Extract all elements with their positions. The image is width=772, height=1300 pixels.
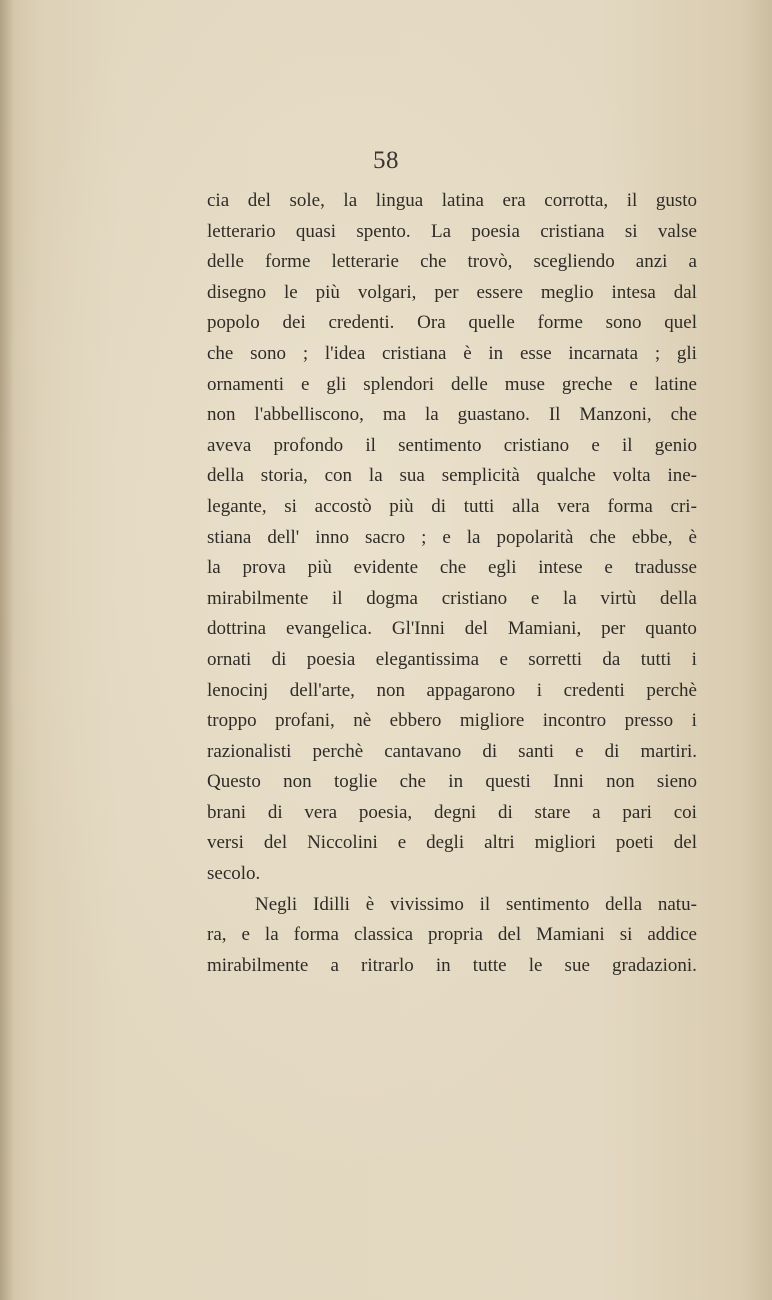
word: lingua — [375, 190, 424, 211]
word: ebbero — [389, 710, 442, 732]
word: muse — [504, 373, 545, 395]
word: delle — [450, 373, 488, 395]
word: Ora — [417, 312, 446, 334]
word: e — [604, 557, 613, 579]
word: la — [207, 557, 221, 579]
word: sentimento — [505, 893, 590, 915]
word: la — [466, 526, 481, 548]
word: profondo — [273, 434, 344, 456]
word: nè — [353, 710, 372, 732]
word: ornati — [207, 648, 252, 670]
word: Mamiani, — [507, 618, 582, 640]
word: brani — [207, 801, 247, 823]
word: più — [307, 557, 332, 579]
word: poeti — [615, 832, 654, 854]
word: legante, — [207, 495, 267, 517]
word: non — [207, 404, 236, 426]
word: presso — [624, 710, 674, 732]
word: profani, — [275, 710, 335, 732]
word: più — [389, 495, 414, 517]
word: dell' — [267, 526, 300, 548]
text-line — [207, 676, 697, 707]
word: meglio — [540, 281, 594, 303]
word: vivissimo — [389, 893, 464, 915]
word: di — [431, 495, 447, 517]
word: essere — [476, 281, 523, 303]
word: splendori — [363, 373, 435, 395]
word: letterarie — [331, 251, 399, 273]
text-line — [207, 431, 697, 462]
text-line — [207, 278, 697, 309]
word: non — [283, 771, 312, 793]
word: esse — [519, 342, 552, 364]
page-number: 58 — [373, 147, 399, 174]
text-line — [207, 339, 697, 370]
word: da — [602, 648, 621, 670]
word: ebbe, — [631, 526, 673, 548]
word: mirabilmente — [207, 954, 309, 976]
word: elegantissima — [375, 648, 480, 670]
word: la — [562, 587, 577, 609]
word: del — [247, 190, 271, 211]
word: di — [271, 648, 287, 670]
word: della — [605, 893, 643, 915]
word: volta — [612, 465, 651, 487]
word: Mamiani — [536, 924, 605, 946]
word: latine — [654, 373, 697, 395]
word: di — [482, 740, 498, 762]
word: accostò — [314, 495, 372, 517]
word: e — [499, 648, 508, 670]
word: credenti — [563, 679, 625, 701]
word: Niccolini — [307, 832, 378, 854]
word: e — [629, 373, 638, 395]
word: per — [434, 281, 459, 303]
word: ornamenti — [207, 373, 285, 395]
word: dogma — [366, 587, 418, 609]
word: sole, — [289, 190, 325, 211]
word: dei — [282, 312, 306, 334]
word: tutti — [640, 648, 672, 670]
text-line — [207, 217, 697, 248]
word: sua — [399, 465, 425, 487]
word: alla — [512, 495, 540, 517]
word: vera — [304, 801, 338, 823]
word: ; — [421, 526, 427, 548]
word: che — [670, 404, 697, 426]
word: evidente — [353, 557, 419, 579]
word: gradazioni. — [612, 954, 697, 976]
word: disegno — [207, 281, 267, 303]
word: e — [300, 373, 310, 395]
word: lenocinj — [207, 679, 269, 701]
word: vera — [557, 495, 590, 517]
word: poesia, — [358, 801, 413, 823]
word: sentimento — [398, 434, 482, 456]
word: sue — [564, 954, 590, 976]
word: la — [368, 465, 383, 487]
word: greche — [561, 373, 613, 395]
word: ; — [302, 342, 309, 364]
word: perchè — [646, 679, 697, 701]
word: cristiano — [503, 434, 570, 456]
word: anzi — [635, 251, 668, 273]
word: che — [399, 771, 426, 793]
word: a — [330, 954, 339, 976]
word: trovò, — [467, 251, 513, 273]
word: che — [589, 526, 616, 548]
word: i — [691, 648, 697, 670]
word: guastano. — [457, 404, 530, 426]
word: si — [624, 220, 638, 242]
word: Negli — [255, 893, 298, 915]
word: genio — [654, 434, 697, 456]
word: poesia — [471, 220, 520, 242]
word: spento. — [356, 220, 411, 242]
word: con — [324, 465, 353, 487]
word: il — [626, 190, 638, 211]
word: Manzoni, — [579, 404, 652, 426]
word: sono — [605, 312, 642, 334]
word: del — [673, 832, 697, 854]
word: egli — [487, 557, 517, 579]
word: pari — [622, 801, 652, 823]
word: gusto — [655, 190, 697, 211]
word: dell'arte, — [289, 679, 355, 701]
word: forma — [293, 924, 339, 946]
text-line — [207, 645, 697, 676]
word: intesa — [611, 281, 656, 303]
word: intese — [538, 557, 583, 579]
word: il — [332, 587, 343, 609]
word: non — [606, 771, 635, 793]
word: cri- — [670, 495, 697, 517]
word: letterario — [207, 220, 276, 242]
word: martiri. — [640, 740, 697, 762]
word: cantavano — [384, 740, 462, 762]
word: si — [619, 924, 633, 946]
word: e — [575, 740, 584, 762]
word: poesia — [306, 648, 356, 670]
text-line — [207, 400, 697, 431]
text-line — [207, 920, 697, 951]
word: più — [315, 281, 340, 303]
word: il — [622, 434, 633, 456]
word: quasi — [295, 220, 336, 242]
word: le — [284, 281, 298, 303]
word: semplicità — [441, 465, 520, 487]
word: il — [479, 893, 491, 915]
word: le — [528, 954, 543, 976]
word: cia — [207, 190, 230, 211]
word: a — [688, 251, 697, 273]
word: mirabilmente — [207, 587, 309, 609]
word: popolo — [207, 312, 260, 334]
word: volgari, — [357, 281, 417, 303]
word: sono — [250, 342, 287, 364]
word: razionalisti — [207, 740, 292, 762]
word: in — [488, 342, 504, 364]
word: tutte — [472, 954, 507, 976]
word: storia, — [260, 465, 308, 487]
text-line — [207, 461, 697, 492]
text-line — [207, 706, 697, 737]
word: degni — [433, 801, 477, 823]
word: che — [420, 251, 447, 273]
word: Idilli — [313, 893, 350, 915]
word: quanto — [645, 618, 697, 640]
word: che — [207, 342, 234, 364]
word: in — [448, 771, 464, 793]
word: La — [430, 220, 452, 242]
word: che — [439, 557, 467, 579]
word: ritrarlo — [361, 954, 414, 976]
word: cristiana — [540, 220, 605, 242]
word: degli — [426, 832, 465, 854]
word: tradusse — [634, 557, 697, 579]
word: di — [604, 740, 620, 762]
text-line — [207, 951, 697, 982]
word: e — [397, 832, 407, 854]
word: secolo. — [207, 863, 261, 885]
word: appagarono — [426, 679, 516, 701]
text-line — [207, 553, 697, 584]
text-line — [207, 308, 697, 339]
word: la — [343, 190, 358, 211]
word: l'idea — [324, 342, 366, 364]
word: del — [263, 832, 288, 854]
text-line — [207, 492, 697, 523]
text-line — [207, 247, 697, 278]
word: toglie — [333, 771, 378, 793]
word: sacro — [364, 526, 406, 548]
word: forme — [537, 312, 583, 334]
word: e — [442, 526, 451, 548]
word: ra, — [207, 924, 227, 946]
word: di — [497, 801, 513, 823]
word: l'abbelliscono, — [254, 404, 364, 426]
word: altri — [484, 832, 515, 854]
word: è — [365, 893, 375, 915]
word: della — [660, 587, 697, 609]
word: prova — [242, 557, 286, 579]
body-text — [207, 186, 697, 981]
word: versi — [207, 832, 244, 854]
word: in — [435, 954, 451, 976]
word: coi — [673, 801, 697, 823]
word: Gl'Inni — [391, 618, 445, 640]
word: la — [424, 404, 439, 426]
word: di — [267, 801, 283, 823]
word: perchè — [312, 740, 364, 762]
text-line — [207, 614, 697, 645]
word: stiana — [207, 526, 252, 548]
word: dottrina — [207, 618, 267, 640]
word: virtù — [600, 587, 637, 609]
word: cristiano — [441, 587, 508, 609]
text-line-paragraph-start — [207, 890, 697, 921]
text-line — [207, 737, 697, 768]
word: evangelica. — [285, 618, 372, 640]
word: a — [592, 801, 601, 823]
word: e — [241, 924, 250, 946]
word: sorretti — [528, 648, 583, 670]
word: era — [502, 190, 526, 211]
word: quel — [664, 312, 697, 334]
word: Questo — [207, 771, 261, 793]
word: aveva — [207, 434, 252, 456]
word: si — [284, 495, 297, 517]
word: delle — [207, 251, 244, 273]
word: gli — [676, 342, 697, 364]
word: ma — [382, 404, 407, 426]
word: forma — [607, 495, 653, 517]
word: ; — [654, 342, 661, 364]
text-line — [207, 798, 697, 829]
page-gutter-shadow — [0, 0, 14, 1300]
word: latina — [441, 190, 484, 211]
word: troppo — [207, 710, 257, 732]
word: della — [207, 465, 244, 487]
word: i — [691, 710, 697, 732]
word: qualche — [536, 465, 596, 487]
text-line — [207, 186, 697, 217]
word: non — [376, 679, 405, 701]
word: sieno — [656, 771, 697, 793]
word: santi — [518, 740, 555, 762]
text-line — [207, 523, 697, 554]
word: cristiana — [382, 342, 447, 364]
word: gli — [326, 373, 347, 395]
word: è — [688, 526, 697, 548]
word: del — [497, 924, 522, 946]
word: del — [464, 618, 488, 640]
text-line — [207, 370, 697, 401]
word: natu- — [657, 893, 697, 915]
word: e — [591, 434, 600, 456]
word: propria — [428, 924, 483, 946]
text-line — [207, 584, 697, 615]
word: questi — [485, 771, 531, 793]
word: credenti. — [328, 312, 395, 334]
word: il — [365, 434, 376, 456]
word: Il — [548, 404, 561, 426]
text-line-paragraph-end — [207, 859, 697, 890]
word: migliore — [459, 710, 525, 732]
word: i — [536, 679, 543, 701]
word: corrotta, — [544, 190, 609, 211]
word: quelle — [468, 312, 515, 334]
word: scegliendo — [533, 251, 615, 273]
word: stare — [534, 801, 571, 823]
word: la — [264, 924, 279, 946]
text-line — [207, 828, 697, 859]
word: Inni — [553, 771, 584, 793]
word: incarnata — [568, 342, 639, 364]
word: classica — [353, 924, 414, 946]
word: addice — [647, 924, 697, 946]
word: forme — [265, 251, 311, 273]
word: dal — [673, 281, 697, 303]
word: tutti — [463, 495, 495, 517]
word: valse — [657, 220, 697, 242]
word: per — [601, 618, 626, 640]
word: migliori — [534, 832, 596, 854]
word: inno — [315, 526, 349, 548]
text-line — [207, 767, 697, 798]
word: ine- — [667, 465, 697, 487]
word: incontro — [542, 710, 607, 732]
word: è — [463, 342, 472, 364]
word: e — [530, 587, 540, 609]
word: popolarità — [496, 526, 574, 548]
